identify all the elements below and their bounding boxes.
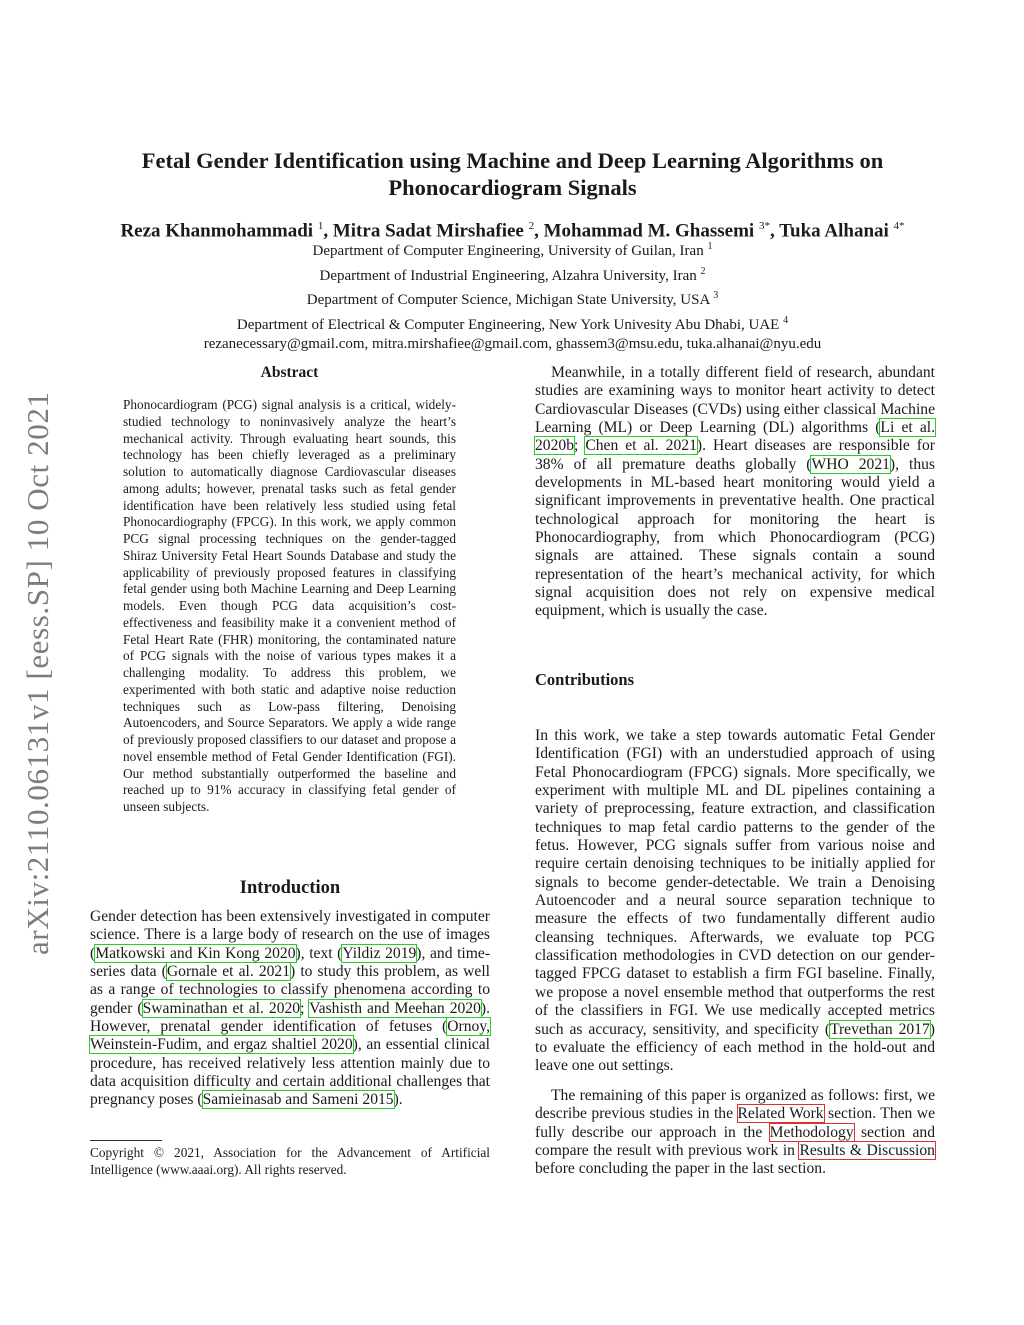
footnote-divider [90,1140,162,1141]
author-affil-mark: 1 [317,220,324,232]
body-text: The remaining of this paper is organized as follows: first, we describe previous studies in the [535,1087,935,1123]
citation-link[interactable]: Samieinasab and Sameni 2015 [202,1091,394,1109]
section-link-results[interactable]: Results & Discussion [799,1142,935,1160]
affiliation [60,311,965,336]
author-name: Reza Khanmohammadi [120,220,314,242]
section-link-related-work[interactable]: Related Work [737,1105,824,1123]
affiliation-text: Department of Computer Engineering, University of Guilan, Iran [312,243,704,259]
body-text: before concluding the paper in the last section. [535,1160,826,1178]
body-text: ), thus developments in ML-based heart monitoring would yield a significant improvements in preventative health. One practical technological approach for monitoring the heart is Phonocardiography, from which Phonocardiogram (PCG) signals are attained. These signals contain a sound representation of the heart’s mechanical activity, for which signal acquisition does not rely on expensive medical equipment, which is usually the case. [535,455,936,620]
citation-link[interactable]: Matkowski and Kin Kong 2020 [95,944,296,962]
abstract-text: Phonocardiogram (PCG) signal analysis is a critical, widely-studied technology to noninvasively analyze the heart’s mechanical activity. Through evaluating heart sounds, this technology has been chiefly leveraged as a preliminary solution to automatically diagnose Cardiovascular diseases among adults; however, prenatal tasks such as fetal gender identification have been relatively less studied using fetal Phonocardiography (FPCG). In this work, we apply common PCG signal processing techniques on the gender-tagged Shiraz University Fetal Heart Sounds Database and study the applicability of previously proposed features in classifying fetal gender using both Machine Learning and Deep Learning models. Even though PCG data acquisition’s cost-effectiveness and feasibility make it a convenient method of Fetal Heart Rate (FHR) monitoring, the contaminated nature of PCG signals with the noise of various types makes it a challenging modality. To address this problem, we experimented with both static and adaptive noise reduction techniques such as Low-pass filtering, Denoising Autoencoders, and Source Separators. We apply a wide range of previously proposed classifiers to our dataset and propose a novel ensemble method of Fetal Gender Identification (FGI). Our method substantially outperformed the baseline and reached up to 91% accuracy in classifying fetal gender of unseen subjects. [123,397,456,814]
author-name: Tuka Alhanai [779,220,889,242]
abstract-heading: Abstract [260,364,319,381]
body-text: ; [300,999,310,1017]
body-text: Gender detection has been extensively investigated in computer science. There is a large body of research on the use of images ( [90,908,490,962]
body-text: ). However, prenatal gender identification of fetuses ( [90,999,490,1036]
affiliation-mark: 2 [700,265,706,277]
author-affil-mark: 2 [528,220,535,232]
citation-link[interactable]: Chen et al. 2021 [585,437,697,455]
copyright-footnote: Copyright © 2021, Association for the Advancement of Artificial Intelligence (www.aaai.org). All rights reserved. [90,1145,490,1177]
body-text: ). Heart diseases are responsible for 38% of all premature deaths globally ( [535,437,935,473]
body-text: section. Then we fully describe our approach in the [535,1105,935,1141]
body-text: ), and time-series data ( [90,944,491,981]
citation-link[interactable]: Swaminathan et al. 2020 [142,999,301,1017]
body-text: ) to study this problem, as well as a range of technologies to classify phenomena according to gender ( [90,963,491,1017]
outline-paragraph [535,1087,935,1179]
body-text: ; [573,437,586,455]
citation-link[interactable]: Ornoy, Weinstein-Fudim, and ergaz shaltiel 2020 [90,1018,490,1054]
author-affil-mark: 4* [893,220,905,232]
citation-link[interactable]: Gornale et al. 2021 [166,963,291,981]
affiliation-mark: 3 [713,290,719,302]
author-list: Reza Khanmohammadi $^1$, Mitra Sadat Mirshafiee $^2$, Mohammad M. Ghassemi $^{3*}$, Tuka Alhanai $^{4*}$ [120,220,905,242]
citation-link[interactable]: Yildiz 2019 [342,944,417,962]
affiliation [60,262,965,287]
body-text: ), text ( [295,944,343,962]
introduction-heading: Introduction [239,878,341,898]
body-text: ) to evaluate the efficiency of each method in the hold-out and leave one out settings. [535,1020,935,1075]
body-text: section and compare the result with previous work in [535,1123,936,1160]
citation-link[interactable]: Li et al. 2020b [535,419,936,455]
author-affil-mark: 3* [758,220,770,232]
affiliation-mark: 4 [783,314,789,326]
affiliation-text: Department of Industrial Engineering, Alzahra University, Iran [319,267,697,284]
citation-link[interactable]: WHO 2021 [811,455,890,473]
body-text: In this work, we take a step towards automatic Fetal Gender Identification (FGI) with an understudied approach of using Fetal Phonocardiogram (FPCG) signals. More specifically, we experiment with multiple ML and DL pipelines containing a variety of preprocessing, feature extraction, and classification techniques to map fetal cardio patterns to the gender of the fetus. However, PCG signals suffer from various noise and require certain denoising techniques to be initially applied for signals to become gender-detectable. We train a Denoising Autoencoder and a neural source separation technique to measure the effects of two fundamentally different audio cleansing techniques. Afterwards, we evaluate top PCG classification methodologies in CVD detection on our gender-tagged FPCG dataset to establish a firm FGI baseline. Finally, we propose a novel ensemble method that outperforms the rest of the classifiers in FGI. We use medically accepted metrics such as accuracy, sensitivity, and specificity ( [535,727,935,1038]
introduction-paragraph [90,908,490,1110]
contributions-paragraph [535,727,935,1076]
affiliation-mark: 1 [707,241,713,252]
affiliation [60,237,965,262]
affiliation-text: Department of Electrical & Computer Engineering, New York Univesity Abu Dhabi, UAE [236,316,780,333]
arxiv-identifier: arXiv:2110.06131v1 [eess.SP] 10 Oct 2021 [20,391,55,955]
author-name: Mohammad M. Ghassemi [543,220,755,242]
body-text: ), an essential clinical procedure, has received relatively less attention mainly due to data acquisition difficulty and certain additional challenges that pregnancy poses ( [90,1036,490,1109]
affiliation-list [60,237,965,355]
author-name: Mitra Sadat Mirshafiee [332,220,524,242]
body-text: ). [393,1091,403,1109]
contributions-heading: Contributions [535,670,635,689]
citation-link[interactable]: Vashisth and Meehan 2020 [309,999,481,1017]
author-emails: rezanecessary@gmail.com, mitra.mirshafiee@gmail.com, ghassem3@msu.edu, tuka.alhanai@nyu.edu [203,336,822,353]
section-link-methodology[interactable]: Methodology [769,1123,854,1141]
body-text: Meanwhile, in a totally different field of research, abundant studies are examining ways to monitor heart activity to detect Cardiovascular Diseases (CVDs) using either classical Machine Learning (ML) or Deep Learning (DL) algorithms ( [535,364,935,437]
affiliation-text: Department of Computer Science, Michigan State University, USA [306,292,710,309]
cvd-background-paragraph [535,364,935,621]
paper-title: Fetal Gender Identification using Machine and Deep Learning Algorithms on Phonocardiogram Signals [141,148,884,200]
affiliation [60,286,965,311]
citation-link[interactable]: Trevethan 2017 [830,1020,930,1038]
